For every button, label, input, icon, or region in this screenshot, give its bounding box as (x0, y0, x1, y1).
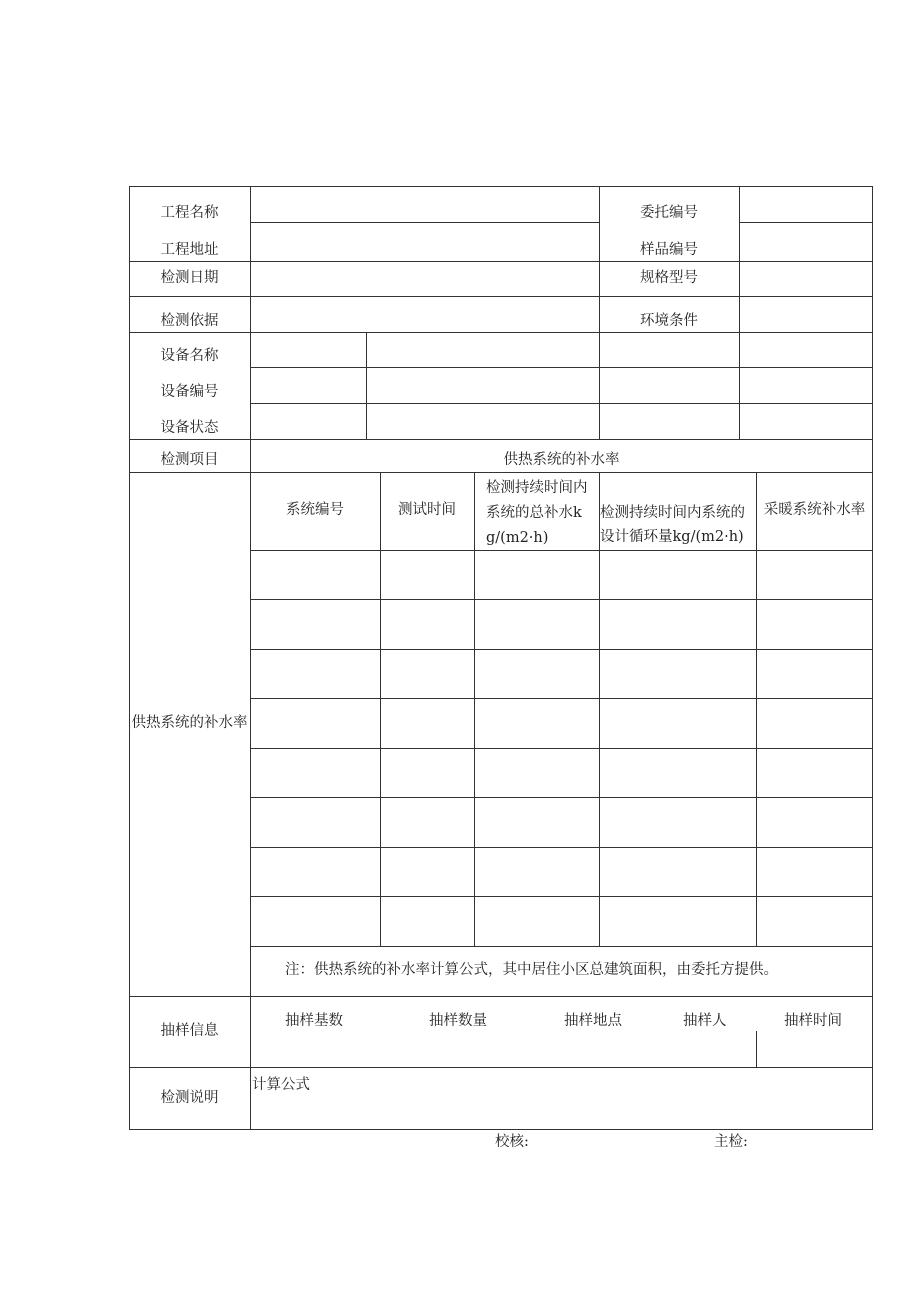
rule (366, 332, 367, 439)
rule (129, 261, 873, 262)
column-header: 检测持续时间内系统的设计循环量kg/(m2·h) (600, 505, 745, 545)
rule (129, 472, 873, 473)
sampling-time-label: 抽样时间 (784, 1013, 842, 1029)
equipment-no-label: 设备编号 (160, 384, 219, 400)
rule (129, 332, 873, 333)
project-address-label: 工程地址 (160, 242, 219, 258)
rule (739, 222, 873, 223)
rule (129, 996, 873, 997)
rule (250, 403, 873, 404)
section-label: 供热系统的补水率 (131, 715, 248, 731)
column-header: 测试时间 (398, 502, 456, 518)
spec-model-label: 规格型号 (640, 270, 698, 286)
rule (250, 797, 873, 798)
rule (756, 1031, 757, 1067)
rule (250, 698, 873, 699)
column-header: 检测持续时间内系统的总补水kg/(m2·h) (486, 480, 588, 546)
rule (739, 186, 740, 439)
test-date-label: 检测日期 (160, 270, 219, 286)
rule (250, 847, 873, 848)
rule (129, 296, 873, 297)
test-item-label: 检测项目 (160, 452, 219, 468)
rule (250, 599, 873, 600)
sampling-label: 抽样信息 (160, 1023, 219, 1039)
rule (250, 367, 873, 368)
environment-label: 环境条件 (640, 313, 698, 329)
rule (756, 472, 757, 946)
rule (380, 472, 381, 946)
commission-no-label: 委托编号 (640, 205, 698, 221)
description-value: 计算公式 (252, 1077, 310, 1093)
description-label: 检测说明 (160, 1090, 219, 1106)
reviewer-label: 校核: (495, 1134, 529, 1150)
rule (474, 472, 475, 946)
rule (129, 1067, 873, 1068)
sample-no-label: 样品编号 (640, 242, 698, 258)
formula-note: 注：供热系统的补水率计算公式，其中居住小区总建筑面积，由委托方提供。 (285, 962, 778, 978)
sampling-location-label: 抽样地点 (564, 1013, 622, 1029)
rule (250, 946, 873, 947)
sampling-base-label: 抽样基数 (285, 1013, 343, 1029)
rule (250, 649, 873, 650)
rule (250, 896, 873, 897)
rule (129, 439, 873, 440)
column-header: 系统编号 (286, 502, 344, 518)
rule (250, 186, 251, 1130)
equipment-name-label: 设备名称 (160, 348, 219, 364)
chief-inspector-label: 主检: (714, 1134, 748, 1150)
equipment-status-label: 设备状态 (160, 420, 219, 436)
sampling-quantity-label: 抽样数量 (429, 1013, 487, 1029)
project-name-label: 工程名称 (160, 205, 219, 221)
sampler-label: 抽样人 (683, 1013, 727, 1029)
column-header: 采暖系统补水率 (763, 502, 866, 518)
rule (250, 222, 600, 223)
test-item-value: 供热系统的补水率 (503, 452, 620, 468)
test-basis-label: 检测依据 (160, 313, 219, 329)
rule (250, 748, 873, 749)
